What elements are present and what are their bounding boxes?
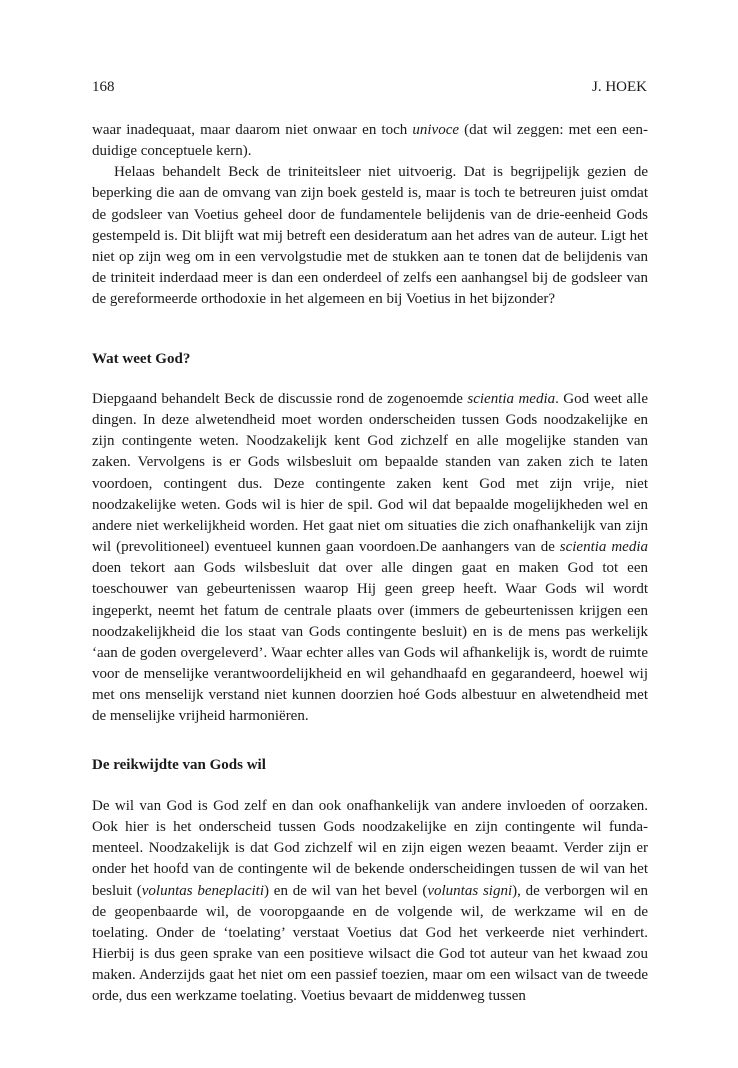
italic-term: voluntas beneplaciti (141, 882, 265, 899)
page-header (92, 77, 647, 97)
page-number: 168 (92, 79, 115, 95)
section-opening-text (92, 120, 648, 310)
italic-term: voluntas signi (427, 882, 513, 899)
section-scientia-media (92, 389, 648, 728)
running-head: J. HOEK (592, 79, 647, 95)
paragraph-continuation: waar inadequaat, maar daarom niet onwaar en toch univoce (dat wil zeggen: met een eenduidige conceptuele kern). (92, 122, 648, 160)
section-gods-wil (92, 796, 648, 1008)
paragraph-triniteitsleer: Helaas behandelt Beck de triniteitsleer niet uitvoerig. Dat is begrijpelijk gezien de beperking die aan de omvang van zijn boek gesteld is, maar is toch te betreuren juist omdat de godsleer van Voetius geheel door de fundamentele belijdenis van de drie-eenheid Gods gestempeld is. Dit blijft wat mij betreft een desideratum aan het adres van de auteur. Ligt het niet op zijn weg om in een vervolgstudie met de stukken aan te tonen dat de belijdenis van de triniteit inderdaad meer is dan een onderdeel of zelfs een aanhangsel bij de godsleer van de gereformeerde orthodoxie in het algemeen en bij Voetius in het bijzonder? (92, 164, 648, 308)
italic-term: scientia media (559, 539, 648, 556)
section-heading-reikwijdte: De reikwijdte van Gods wil (92, 757, 266, 773)
paragraph-scientia-media: Diepgaand behandelt Beck de discussie rond de zogenoemde scientia media. God weet alle dingen. In deze alwetendheid moet worden onderscheiden tussen Gods noodzakelijke en zijn contingente weten. Noodzakelijk kent God zichzelf en alle mogelijke standen van zaken. Vervolgens is er Gods wilsbesluit om bepaalde standen van zaken zich te laten voordoen, contingent dus. Deze contingente zaken kent God met zijn vrije, niet noodzakelijke weten. Gods wil is hier de spil. God wil dat bepaalde mogelijkheden wel en andere niet werkelijkheid worden. Het gaat niet om situaties die zich onafhankelijk van zijn wil (prevolitioneel) eventueel kunnen gaan voordoen.De aanhangers van de scientia media doen tekort aan Gods wilsbesluit dat over alle dingen gaat en maken God tot een toeschouwer van gebeurtenissen waarop Hij geen greep heeft. Waar Gods wil wordt ingeperkt, neemt het fatum de centrale plaats over (immers de gebeurtenissen krijgen een noodzakelijkheid die los staat van Gods contingente besluit) en is de mens pas werkelijk ‘aan de goden overgeleverd’. Waar echter alles van Gods wil afhankelijk is, wordt de ruimte voor de menselijke verantwoordelijkheid en wil gehandhaafd en gegarandeerd, hoewel wij met ons menselijk verstand niet kunnen doorzien hoé Gods albestuur en alwetendheid met de menselijke vrijheid harmoniëren. (92, 391, 648, 725)
italic-term: scientia media (467, 391, 556, 407)
paragraph-gods-wil: De wil van God is God zelf en dan ook onafhankelijk van andere invloeden of oorzaken. Ook hier is het onderscheid tussen Gods noodzakelijke en zijn contingente wil fundamenteel. Noodzakelijk is dat God zichzelf wil en zijn eigen wezen beaamt. Verder zijn er onder het hoofd van de contingente wil de bekende onderscheidingen tussen de wil van het besluit (voluntas beneplaciti) en de wil van het bevel (voluntas signi), de verborgen wil en de geopenbaarde wil, de vooropgaande en de volgende wil, de werkzame wil en de toelating. Onder de ‘toelating’ verstaat Voetius dat God het verkeerde niet verhindert. Hierbij is dus geen sprake van een positieve wilsact die God tot auteur van het kwaad zou maken. Anderzijds gaat het niet om een passief toezien, maar om een wilsact van de tweede orde, dus een werkzame toelating. Voetius bevaart de middenweg tussen (92, 798, 648, 1005)
section-heading-wat-weet-god: Wat weet God? (92, 351, 191, 367)
italic-term: univoce (412, 122, 460, 138)
